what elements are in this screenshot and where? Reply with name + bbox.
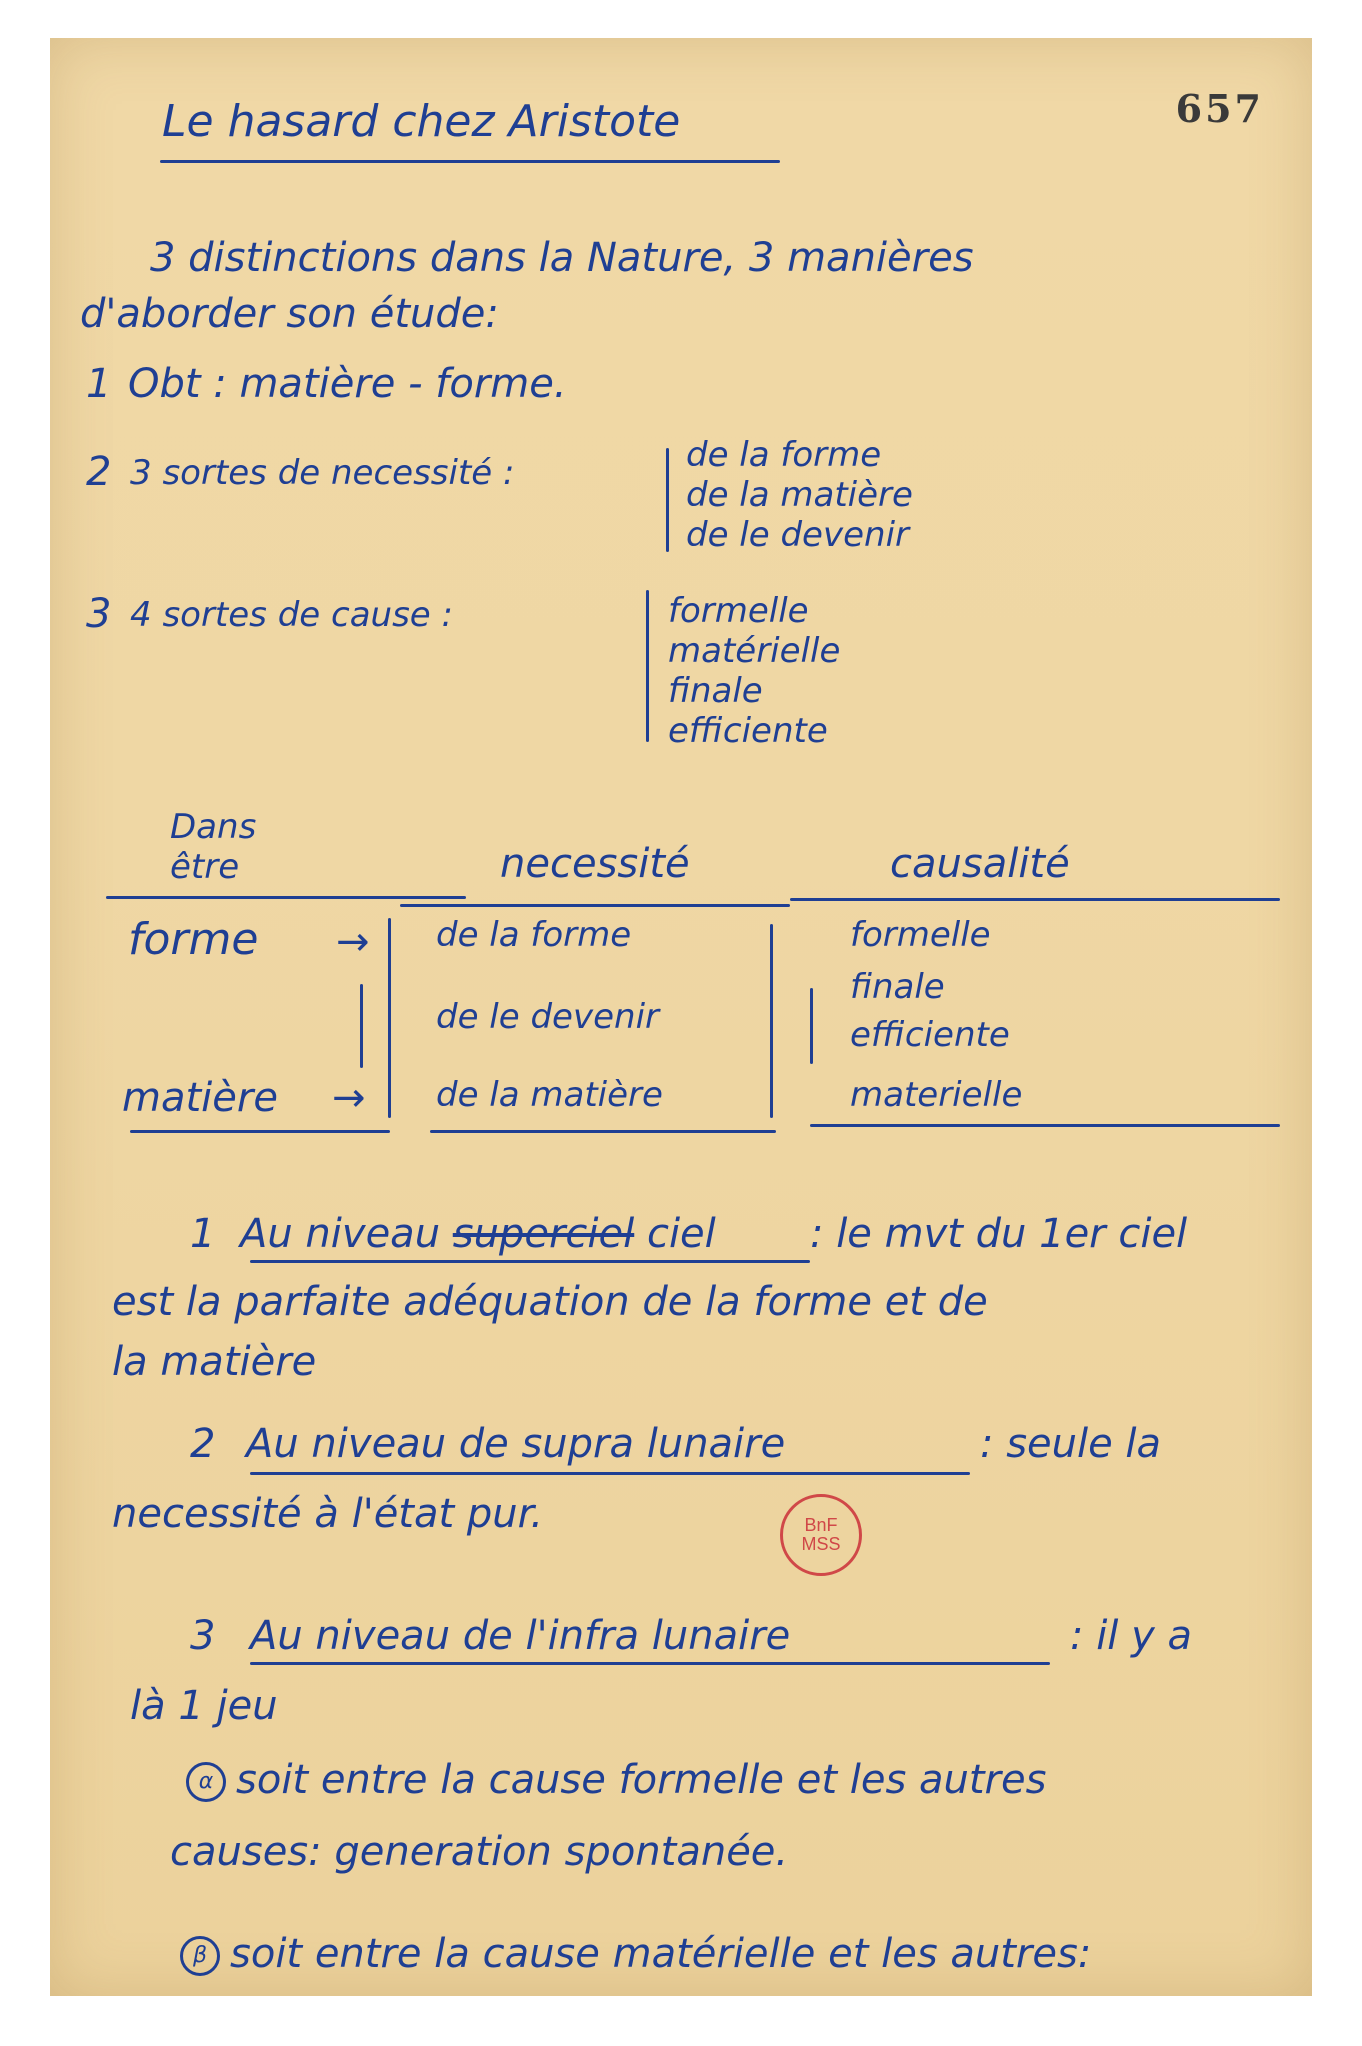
table-right-2: finale bbox=[850, 967, 945, 1007]
table-divider-1 bbox=[388, 918, 391, 1118]
list-3-sub-3: finale bbox=[668, 671, 763, 711]
bnf-library-stamp bbox=[780, 1494, 862, 1576]
list-3-brace bbox=[646, 590, 649, 742]
list-2-sub-3: de le devenir bbox=[686, 515, 909, 555]
table-header-left-2: être bbox=[170, 847, 240, 887]
list-3-number: 3 bbox=[86, 591, 112, 637]
page-number: 657 bbox=[1175, 86, 1264, 131]
paragraph-3-underline bbox=[250, 1662, 1050, 1665]
paragraph-3-rest: : il y a bbox=[1070, 1613, 1193, 1659]
table-left-bottom-rule bbox=[130, 1130, 390, 1133]
table-mid-3: de la matière bbox=[436, 1075, 663, 1115]
intro-line-1: 3 distinctions dans la Nature, 3 manières bbox=[150, 235, 974, 281]
point-beta-line-1 bbox=[180, 1931, 1092, 1977]
table-right-bottom-rule bbox=[810, 1124, 1280, 1127]
paragraph-3-heading: Au niveau de l'infra lunaire bbox=[250, 1613, 791, 1659]
paragraph-2-underline bbox=[250, 1472, 970, 1475]
paragraph-1-heading bbox=[240, 1211, 716, 1257]
list-2-sub-1: de la forme bbox=[686, 435, 882, 475]
paragraph-1-heading-struck: superciel bbox=[452, 1211, 635, 1257]
table-header-rule-right bbox=[790, 898, 1280, 901]
table-mid-1: de la forme bbox=[436, 915, 632, 955]
list-2-brace bbox=[666, 448, 669, 552]
intro-line-2: d'aborder son étude: bbox=[80, 291, 499, 337]
point-alpha-text: soit entre la cause formelle et les autres bbox=[236, 1757, 1047, 1803]
point-alpha-line-2: causes: generation spontanée. bbox=[170, 1829, 789, 1875]
table-header-mid: necessité bbox=[500, 841, 690, 887]
point-alpha-line-1 bbox=[186, 1757, 1047, 1803]
list-2-number: 2 bbox=[86, 449, 112, 495]
paragraph-3-line-2: là 1 jeu bbox=[130, 1683, 278, 1729]
paragraph-1-underline bbox=[250, 1260, 810, 1263]
paragraph-2-heading: Au niveau de supra lunaire bbox=[246, 1421, 786, 1467]
table-header-rule-left bbox=[106, 896, 466, 899]
table-mid-bottom-rule bbox=[430, 1130, 776, 1133]
page-title: Le hasard chez Aristote bbox=[162, 96, 681, 147]
paragraph-1-number: 1 bbox=[190, 1211, 216, 1257]
table-arrow-2: → bbox=[332, 1075, 366, 1121]
paragraph-1-heading-a: Au niveau bbox=[240, 1211, 441, 1257]
paragraph-3-number: 3 bbox=[190, 1613, 216, 1659]
point-beta-text: soit entre la cause matérielle et les autres: bbox=[230, 1931, 1092, 1977]
paragraph-1-heading-b: ciel bbox=[646, 1211, 716, 1257]
paragraph-1-line-3: la matière bbox=[112, 1339, 317, 1385]
list-3-sub-2: matérielle bbox=[668, 631, 841, 671]
table-divider-2 bbox=[770, 924, 773, 1118]
table-header-right: causalité bbox=[890, 841, 1070, 887]
manuscript-page bbox=[50, 38, 1312, 1996]
list-2-sub-2: de la matière bbox=[686, 475, 913, 515]
list-3-sub-1: formelle bbox=[668, 591, 809, 631]
list-3-text: 4 sortes de cause : bbox=[130, 595, 453, 635]
paragraph-2-rest: : seule la bbox=[980, 1421, 1162, 1467]
table-right-brace bbox=[810, 988, 813, 1064]
list-1-number: 1 bbox=[86, 361, 112, 407]
paragraph-1-rest: : le mvt du 1er ciel bbox=[810, 1211, 1188, 1257]
table-header-rule-mid bbox=[400, 904, 790, 907]
beta-circle-marker: β bbox=[180, 1936, 220, 1976]
title-underline bbox=[160, 160, 780, 163]
paragraph-1-line-2: est la parfaite adéquation de la forme et de bbox=[112, 1279, 988, 1325]
table-arrow-1: → bbox=[336, 919, 370, 965]
paragraph-2-number: 2 bbox=[190, 1421, 216, 1467]
table-left-forme: forme bbox=[128, 914, 259, 965]
stamp-line-2: MSS bbox=[801, 1534, 841, 1554]
table-right-1: formelle bbox=[850, 915, 991, 955]
table-header-left-1: Dans bbox=[170, 807, 257, 847]
table-mid-2: de le devenir bbox=[436, 997, 659, 1037]
alpha-circle-marker: α bbox=[186, 1762, 226, 1802]
table-right-3: efficiente bbox=[850, 1015, 1010, 1055]
paragraph-2-line-2: necessité à l'état pur. bbox=[112, 1491, 544, 1537]
list-3-sub-4: efficiente bbox=[668, 711, 828, 751]
table-left-matiere: matière bbox=[122, 1075, 278, 1121]
list-1-text: Obt : matière - forme. bbox=[128, 361, 567, 407]
stamp-line-1: BnF bbox=[804, 1515, 838, 1536]
table-left-brace bbox=[360, 984, 363, 1068]
table-right-4: materielle bbox=[850, 1075, 1023, 1115]
list-2-text: 3 sortes de necessité : bbox=[130, 453, 515, 493]
